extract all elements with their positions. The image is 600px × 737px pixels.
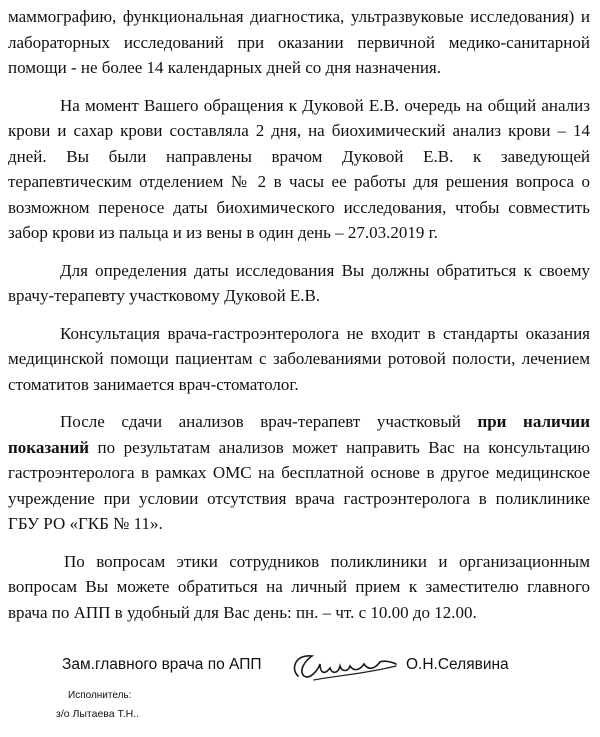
signatory-title: Зам.главного врача по АПП xyxy=(62,656,262,673)
referral-text-start: После сдачи анализов врач-терапевт участковый xyxy=(60,412,461,431)
executor-name: з/о Лытаева Т.Н.. xyxy=(56,708,140,720)
paragraph-gastro-consultation: Консультация врача-гастроэнтеролога не входит в стандарты оказания медицинской помощи пациентам с заболеваниями ротовой полости, лечением стоматитов занимается врач-стоматолог. xyxy=(8,323,590,394)
signatory-name: О.Н.Селявина xyxy=(406,656,509,673)
paragraph-queue-info: На момент Вашего обращения к Дуковой Е.В. очередь на общий анализ крови и сахар крови составляла 2 дня, на биохимический анализ крови – 14 дней. Вы были направлены врачом Дуковой Е.В. к заведующей терапевтическим отделением № 2 в часы ее работы для решения вопроса о возможном переносе даты биохимического исследования, чтобы совместить забор крови из пальца и из вены в один день – 27.03.2019 г. xyxy=(8,95,590,242)
executor-label: Исполнитель: xyxy=(68,690,132,701)
paragraph-continuation: маммографию, функциональная диагностика, ультразвуковые исследования) и лабораторных исследований при оказании первичной медико-санитарной помощи - не более 14 календарных дней со дня назначения. xyxy=(8,7,590,77)
paragraph-ethics-questions: По вопросам этики сотрудников поликлиники и организационным вопросам Вы можете обратиться на личный прием к заместителю главного врача по АПП в удобный для Вас день: пн. – чт. с 10.00 до 12.00. xyxy=(8,551,590,622)
handwritten-signature xyxy=(284,646,402,692)
signature-block xyxy=(0,646,600,696)
letter-body xyxy=(8,4,590,637)
referral-emphasis: при наличии показаний xyxy=(8,412,590,457)
paragraph-referral xyxy=(8,409,590,537)
referral-text-end: по результатам анализов может направить Вас на консультацию гастроэнтеролога в рамках ОМС на бесплатной основе в другое медицинское учреждение при условии отсутствия врача гастроэнтеролога в поликлинике ГБУ РО «ГКБ № 11». xyxy=(8,437,590,533)
paragraph-test-date: Для определения даты исследования Вы должны обратиться к своему врачу-терапевту участковому Дуковой Е.В. xyxy=(8,260,590,305)
